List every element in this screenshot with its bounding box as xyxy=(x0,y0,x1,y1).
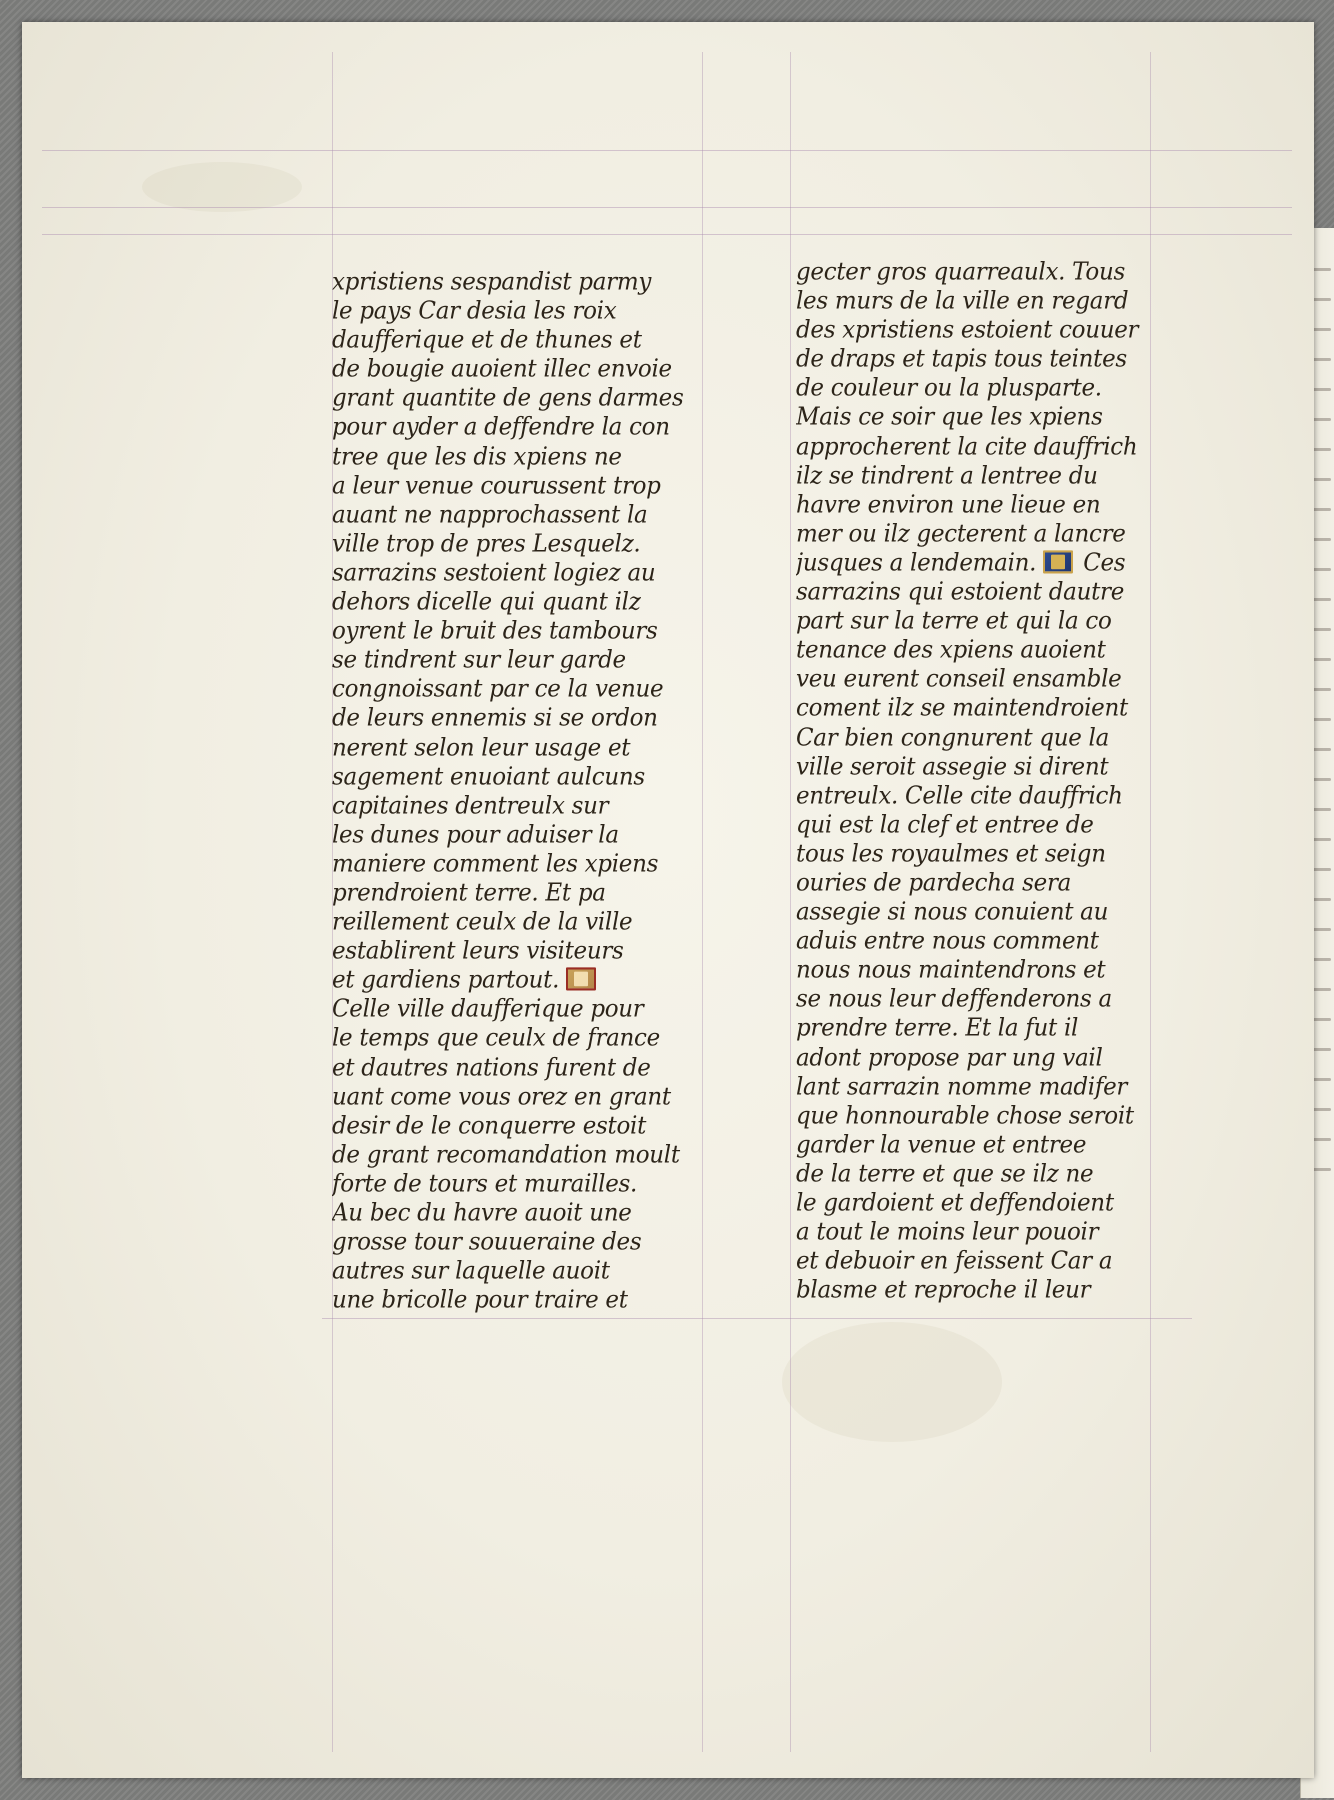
text-line: maniere comment les xpiens xyxy=(332,850,659,878)
text-line: aduis entre nous comment xyxy=(796,927,1099,955)
text-line: oyrent le bruit des tambours xyxy=(332,617,658,645)
ruling-line xyxy=(790,52,791,1752)
text-line: establirent leurs visiteurs xyxy=(332,937,624,965)
text-line: xpristiens sespandist parmy xyxy=(332,268,652,296)
text-line: lant sarrazin nomme madifer xyxy=(796,1072,1128,1101)
text-line: sarrazins qui estoient dautre xyxy=(796,578,1125,606)
text-line: le temps que ceulx de france xyxy=(332,1024,660,1053)
ruling-line xyxy=(322,1318,1192,1319)
text-line: forte de tours et murailles. xyxy=(332,1170,638,1198)
text-line: garder la venue et entree xyxy=(796,1131,1087,1159)
text-line: tree que les dis xpiens ne xyxy=(332,442,622,471)
text-line: ville seroit assegie si dirent xyxy=(796,752,1109,781)
text-line: que honnourable chose seroit xyxy=(796,1102,1134,1130)
text-line: daufferique et de thunes et xyxy=(332,326,642,354)
text-line: qui est la clef et entree de xyxy=(796,811,1094,839)
text-line: de bougie auoient illec envoie xyxy=(332,355,672,383)
text-line-with-initial xyxy=(332,966,732,997)
text-line: de la terre et que se ilz ne xyxy=(796,1160,1094,1188)
text-line: grosse tour souueraine des xyxy=(332,1228,642,1256)
text-line: congnoissant par ce la venue xyxy=(332,675,664,703)
text-line: prendre terre. Et la fut il xyxy=(796,1014,1079,1043)
text-segment: et gardiens partout. xyxy=(332,966,560,994)
text-line: et debuoir en feissent Car a xyxy=(796,1247,1113,1275)
text-line: de draps et tapis tous teintes xyxy=(796,345,1127,373)
paragraph-mark-icon xyxy=(566,968,596,991)
left-text-column xyxy=(332,268,732,1315)
text-line: pour ayder a deffendre la con xyxy=(332,413,670,442)
text-line: dehors dicelle qui quant ilz xyxy=(332,588,641,616)
text-segment: Ces xyxy=(1083,549,1126,577)
text-line: nerent selon leur usage et xyxy=(332,733,631,762)
text-line: et dautres nations furent de xyxy=(332,1053,651,1082)
text-line: entreulx. Celle cite dauffrich xyxy=(796,782,1123,810)
text-line: Celle ville daufferique pour xyxy=(332,995,644,1023)
text-line: ouries de pardecha sera xyxy=(796,869,1072,897)
text-line: ilz se tindrent a lentree du xyxy=(796,461,1098,490)
decorated-initial-icon xyxy=(1043,550,1073,573)
text-line: sarrazins sestoient logiez au xyxy=(332,559,656,587)
text-line: approcherent la cite dauffrich xyxy=(796,432,1138,461)
text-line: de grant recomandation moult xyxy=(332,1141,680,1169)
text-line: adont propose par ung vail xyxy=(796,1043,1103,1072)
text-line: auant ne napprochassent la xyxy=(332,501,648,529)
text-line: les murs de la ville en regard xyxy=(796,287,1129,315)
right-text-column xyxy=(796,258,1194,1305)
text-line: coment ilz se maintendroient xyxy=(796,694,1128,723)
text-line: des xpristiens estoient couuer xyxy=(796,316,1139,344)
text-line: havre environ une lieue en xyxy=(796,491,1101,519)
text-line: ville trop de pres Lesquelz. xyxy=(332,530,641,558)
parchment-stain xyxy=(142,162,302,212)
text-segment: jusques a lendemain. xyxy=(796,549,1037,577)
text-line: mer ou ilz gecterent a lancre xyxy=(796,520,1126,548)
text-line: se nous leur deffenderons a xyxy=(796,985,1112,1013)
ruling-line xyxy=(42,234,1292,235)
text-line: capitaines dentreulx sur xyxy=(332,792,609,820)
text-line: a leur venue courussent trop xyxy=(332,471,661,500)
text-line: desir de le conquerre estoit xyxy=(332,1112,647,1140)
text-line: grant quantite de gens darmes xyxy=(332,384,684,412)
text-line: de leurs ennemis si se ordon xyxy=(332,704,658,733)
parchment-stain xyxy=(782,1322,1002,1442)
text-line: tous les royaulmes et seign xyxy=(796,840,1106,868)
text-line: reillement ceulx de la ville xyxy=(332,908,633,936)
text-line: assegie si nous conuient au xyxy=(796,898,1109,926)
text-line: prendroient terre. Et pa xyxy=(332,879,606,907)
text-line: Car bien congnurent que la xyxy=(796,723,1110,752)
text-line: les dunes pour aduiser la xyxy=(332,821,619,849)
text-line: veu eurent conseil ensamble xyxy=(796,665,1122,693)
text-line: Mais ce soir que les xpiens xyxy=(796,403,1103,432)
text-line: sagement enuoiant aulcuns xyxy=(332,762,645,791)
text-line: part sur la terre et qui la co xyxy=(796,607,1112,635)
text-line: gecter gros quarreaulx. Tous xyxy=(796,258,1125,286)
text-line: tenance des xpiens auoient xyxy=(796,636,1106,664)
text-line: se tindrent sur leur garde xyxy=(332,646,626,674)
text-line: de couleur ou la plusparte. xyxy=(796,374,1102,402)
text-line: le pays Car desia les roix xyxy=(332,297,617,325)
text-line: a tout le moins leur pouoir xyxy=(796,1218,1099,1246)
text-line: blasme et reproche il leur xyxy=(796,1276,1091,1304)
text-line: autres sur laquelle auoit xyxy=(332,1257,610,1285)
text-line: nous nous maintendrons et xyxy=(796,956,1106,984)
text-line: une bricolle pour traire et xyxy=(332,1286,628,1314)
text-line-with-initial xyxy=(796,548,1194,579)
text-line: le gardoient et deffendoient xyxy=(796,1189,1114,1217)
text-line: Au bec du havre auoit une xyxy=(332,1199,632,1227)
ruling-line xyxy=(42,150,1292,151)
text-line: uant come vous orez en grant xyxy=(332,1082,671,1111)
